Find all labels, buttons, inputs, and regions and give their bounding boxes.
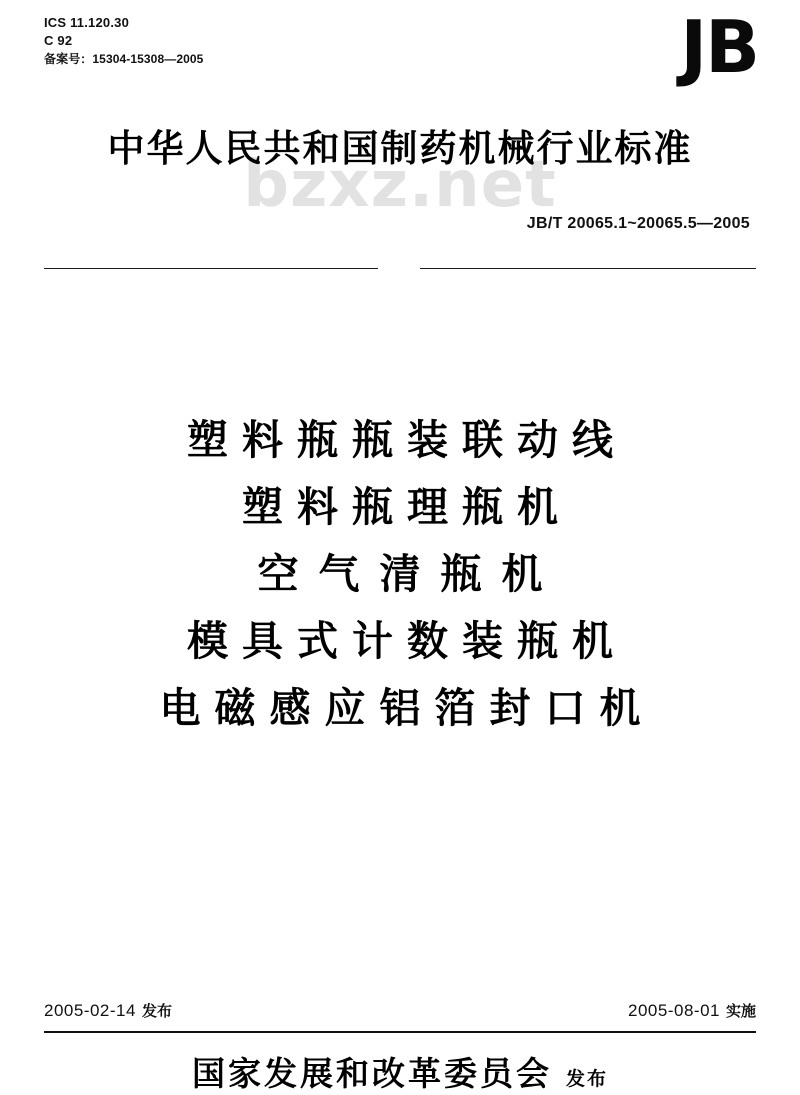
product-line: 模具式计数装瓶机 — [187, 617, 627, 665]
product-line: 空气清瓶机 — [257, 550, 563, 598]
product-line: 塑料瓶理瓶机 — [242, 483, 572, 531]
product-line: 电磁感应铝箔封口机 — [159, 684, 655, 732]
footer-dates — [44, 1000, 756, 1021]
issuer-name: 国家发展和改革委员会 — [191, 1054, 552, 1093]
issue-date: 2005-02-14 — [44, 1001, 136, 1020]
issue-date-block — [44, 1000, 172, 1021]
classification-code: C 92 — [44, 33, 73, 48]
product-line: 塑料瓶瓶装联动线 — [187, 416, 627, 464]
issuer-verb: 发布 — [565, 1068, 608, 1090]
effective-date: 2005-08-01 — [628, 1001, 720, 1020]
issuer-block — [0, 1048, 800, 1095]
issue-label: 发布 — [141, 1002, 172, 1020]
record-number: 备案号：15304-15308—2005 — [44, 52, 204, 66]
divider-right — [420, 268, 756, 269]
footer-divider — [44, 1031, 756, 1033]
effective-label: 实施 — [725, 1002, 756, 1020]
standard-number: JB/T 20065.1~20065.5—2005 — [526, 215, 750, 232]
header-codes — [44, 14, 203, 68]
watermark-text: bzxz.net — [243, 148, 557, 222]
divider-left — [44, 268, 378, 269]
page-title: 中华人民共和国制药机械行业标准 — [107, 127, 693, 170]
ics-code: ICS 11.120.30 — [44, 15, 129, 30]
effective-date-block — [628, 1000, 756, 1021]
jb-logo: JB — [680, 5, 758, 89]
product-title-block — [0, 416, 800, 732]
